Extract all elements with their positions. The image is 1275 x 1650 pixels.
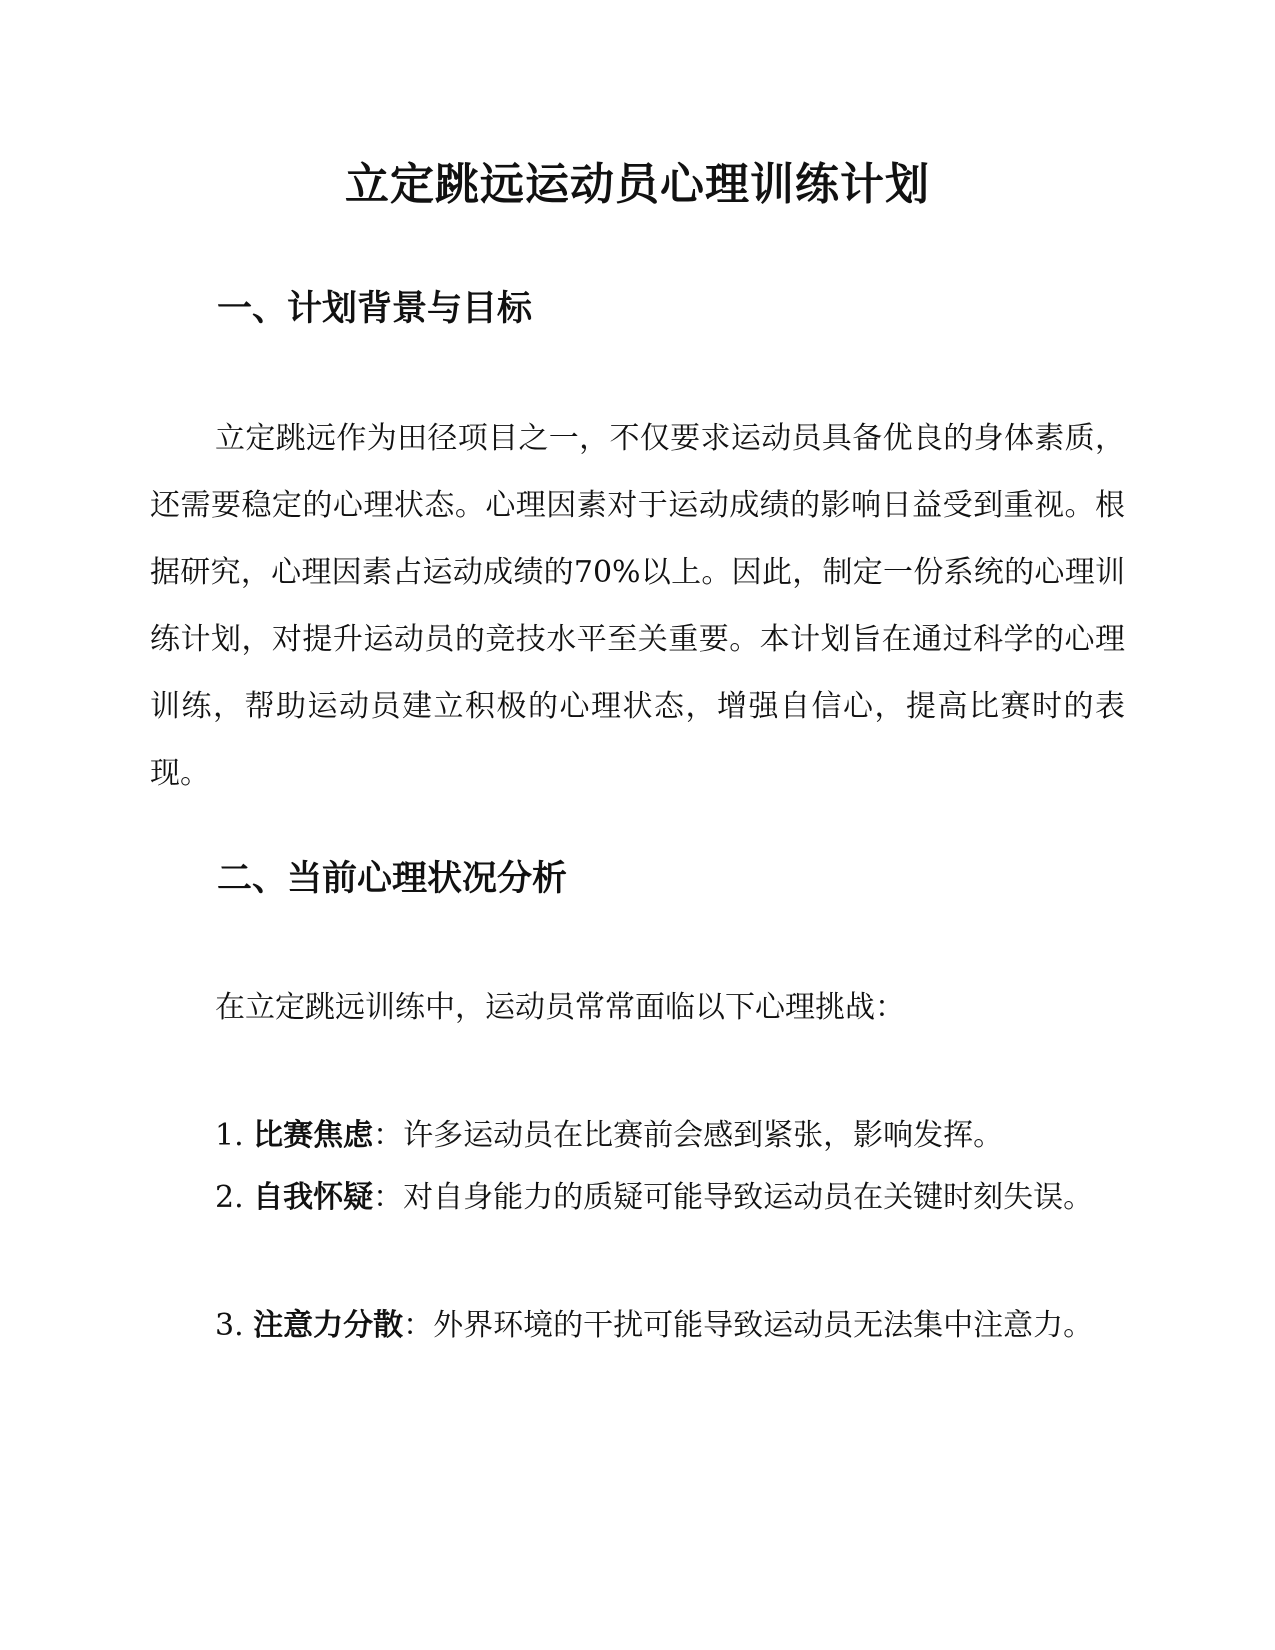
- list-item-number: 3.: [215, 1308, 244, 1343]
- document-title: 立定跳远运动员心理训练计划: [345, 159, 930, 210]
- list-item: [150, 1292, 1125, 1359]
- list-item-term: 比赛焦虑: [253, 1118, 374, 1153]
- list-item-description: ：对自身能力的质疑可能导致运动员在关键时刻失误。: [373, 1180, 1094, 1215]
- list-item-term: 注意力分散: [253, 1308, 404, 1343]
- analysis-intro: 在立定跳远训练中，运动员常常面临以下心理挑战：: [215, 990, 905, 1025]
- list-item-description: ：外界环境的干扰可能导致运动员无法集中注意力。: [403, 1308, 1094, 1343]
- list-item: [150, 1164, 1125, 1231]
- list-item-description: ：许多运动员在比赛前会感到紧张，影响发挥。: [373, 1118, 1004, 1153]
- list-item-number: 2.: [215, 1180, 244, 1215]
- background-paragraph: 立定跳远作为田径项目之一，不仅要求运动员具备优良的身体素质，还需要稳定的心理状态。心理因素对于运动成绩的影响日益受到重视。根据研究，心理因素占运动成绩的70%以上。因此，制定一份系统的心理训练计划，对提升运动员的竞技水平至关重要。本计划旨在通过科学的心理训练，帮助运动员建立积极的心理状态，增强自信心，提高比赛时的表现。: [150, 421, 1125, 791]
- list-item: [150, 1102, 1125, 1169]
- list-item-number: 1.: [215, 1118, 244, 1153]
- list-item-term: 自我怀疑: [253, 1180, 374, 1215]
- section-heading-analysis: 二、当前心理状况分析: [217, 859, 568, 899]
- section-heading-background: 一、计划背景与目标: [217, 289, 533, 329]
